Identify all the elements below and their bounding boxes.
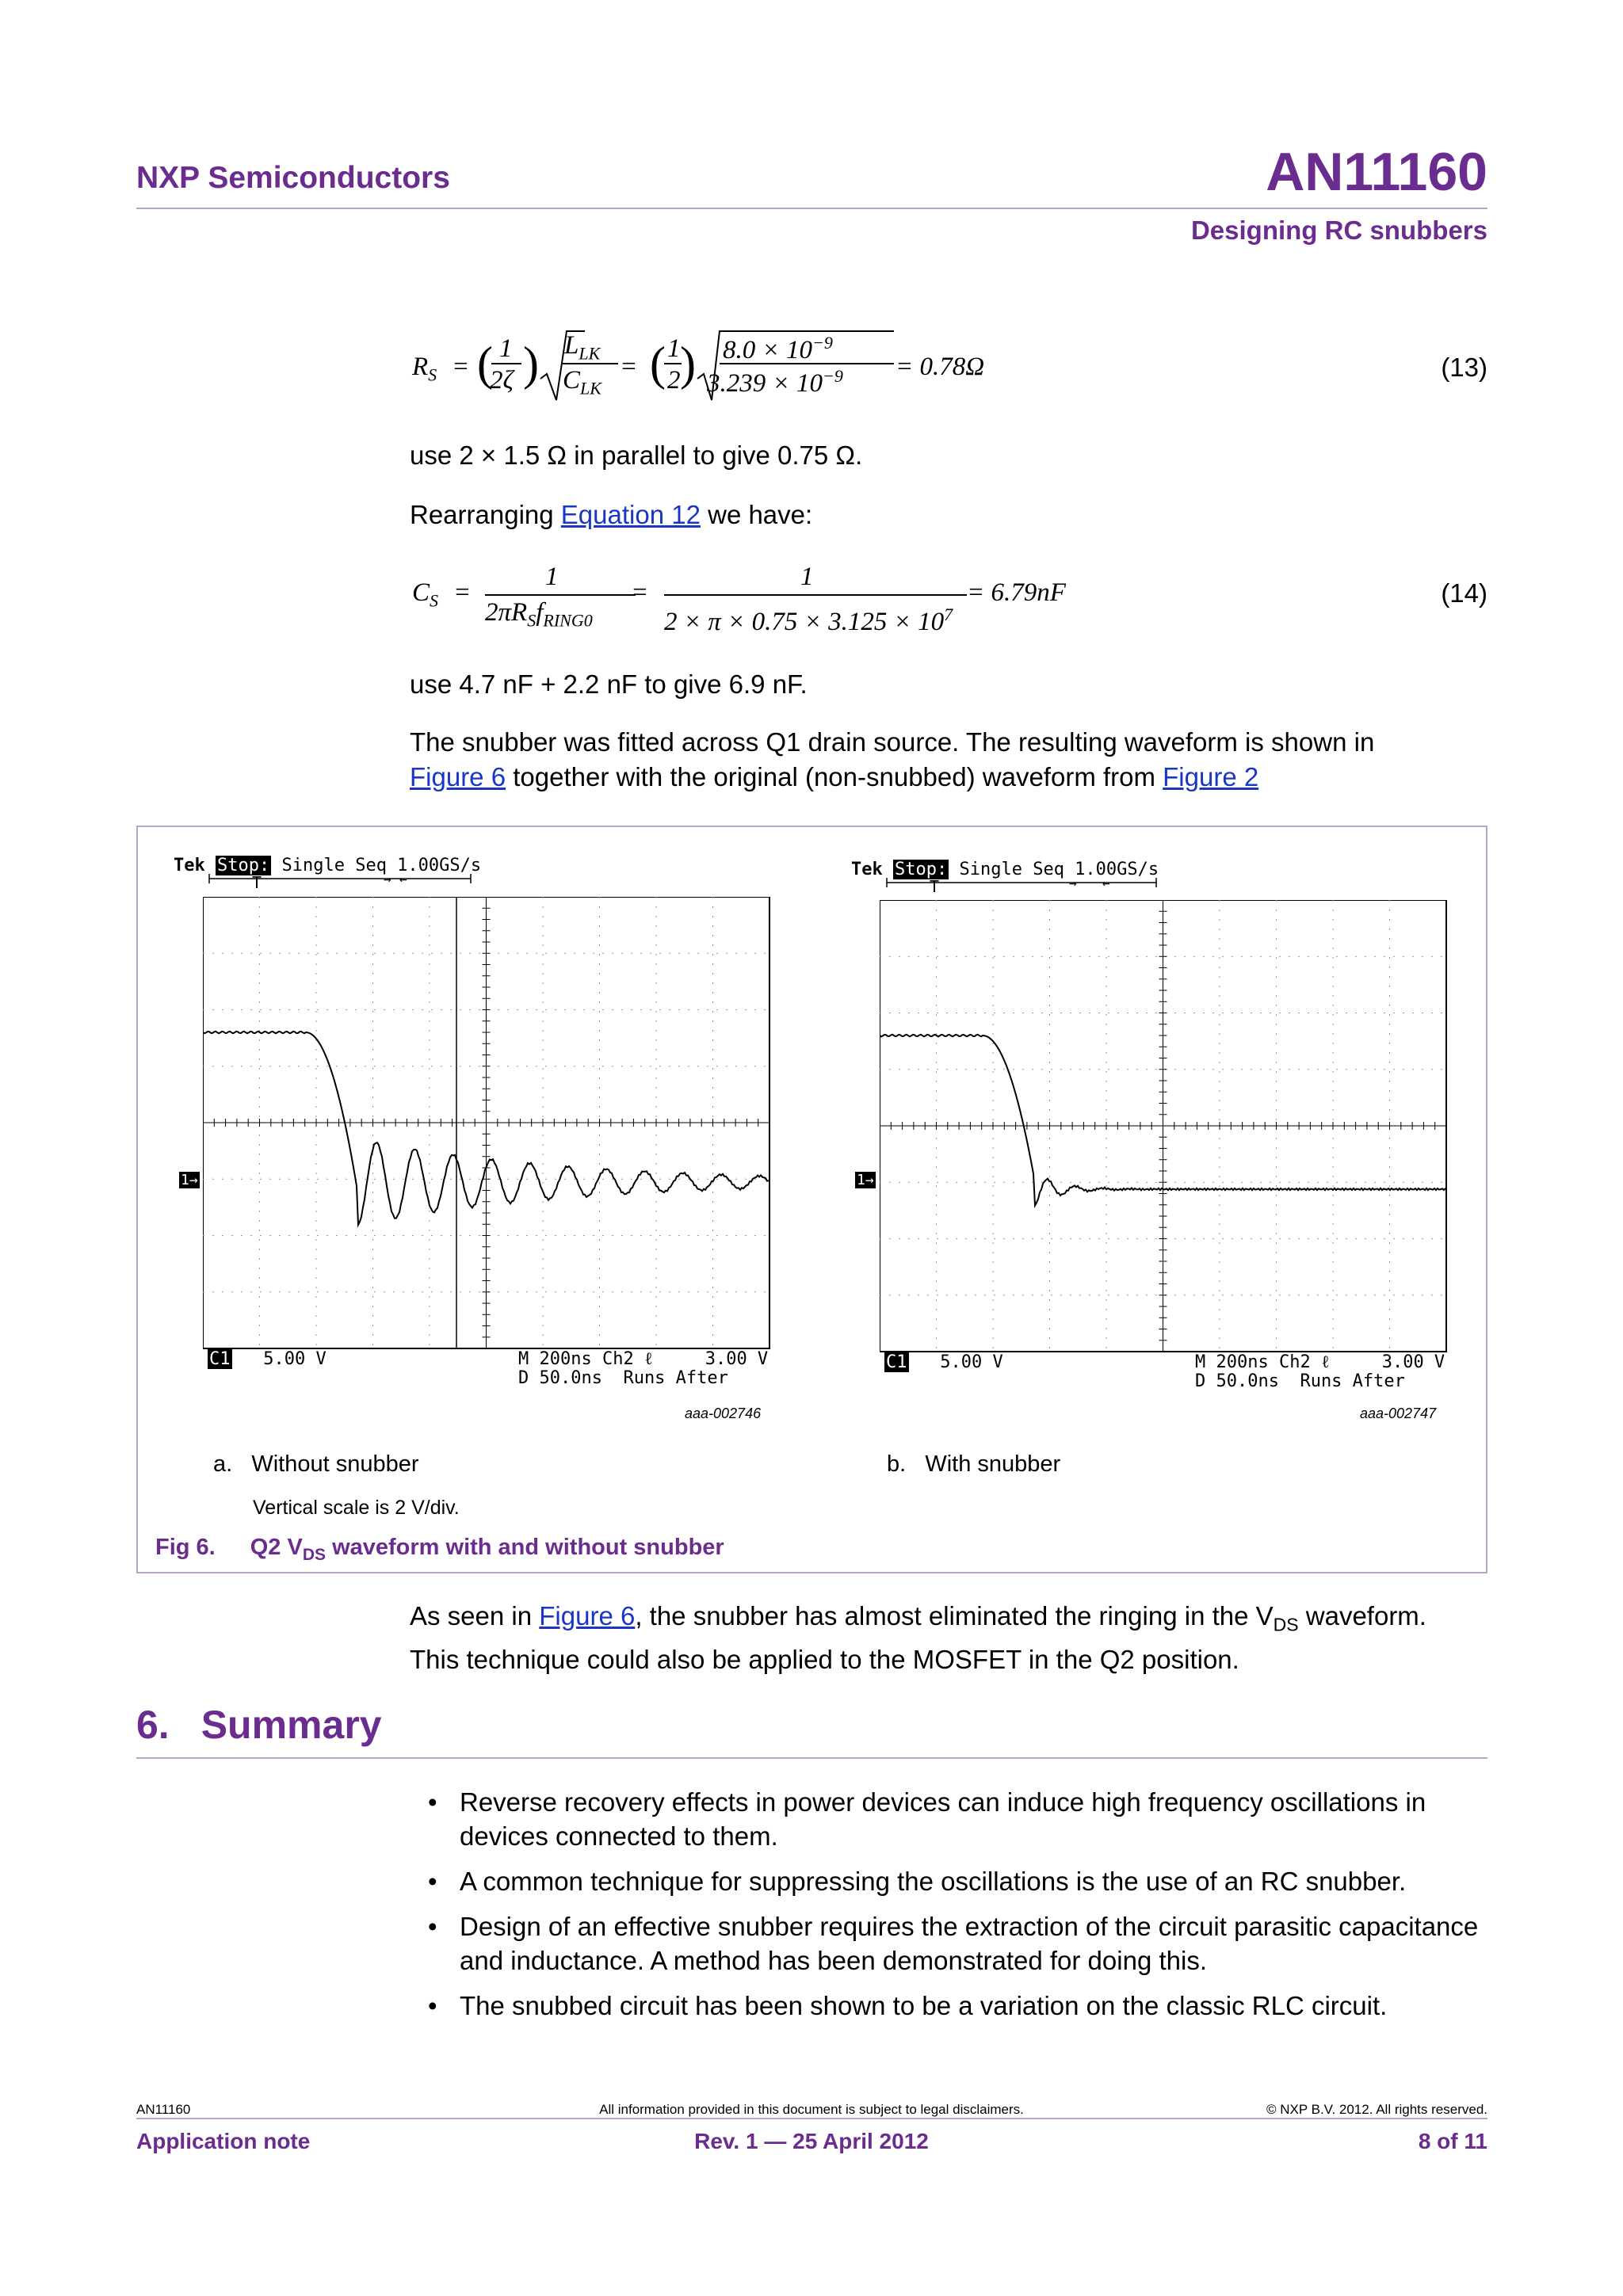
svg-text:←: ← (1102, 875, 1110, 891)
footer-copyright: © NXP B.V. 2012. All rights reserved. (1266, 2102, 1487, 2117)
scope-b-title: Tek Stop: Single Seq 1.00GS/s (851, 860, 1159, 879)
header-company: NXP Semiconductors (136, 161, 450, 195)
scope-a-screen (203, 897, 773, 1388)
header-subtitle: Designing RC snubbers (1190, 215, 1487, 245)
scope-b-channel-marker: 1→ (857, 1172, 874, 1188)
scope-a-channel-marker: 1→ (181, 1172, 198, 1188)
svg-text:←: ← (399, 871, 407, 887)
header-doc-id: AN11160 (1266, 142, 1487, 202)
svg-text:→: → (384, 871, 391, 887)
equation-14: $C_S$ = 1 $2\pi R_Sf_{RING0}$ = 1 $2 \times \pi \times 0.75 \times 3.125 \times 10^7$ = 6.79nF (412, 563, 1066, 636)
scope-a-code: aaa-002746 (685, 1405, 762, 1421)
paragraph-capacitor-choice: use 4.7 nF + 2.2 nF to give 6.9 nF. (410, 669, 808, 699)
list-item: • A common technique for suppressing the oscillations is the use of an RC snubber. (428, 1867, 1407, 1896)
svg-text:T: T (930, 877, 940, 896)
header-rule (136, 208, 1487, 209)
footer-doc-id: AN11160 (136, 2102, 191, 2117)
scope-a-readout: C1 5.00 V (209, 1349, 327, 1369)
scope-b-readout: C1 5.00 V (886, 1352, 1003, 1372)
equation-13: $R_S$ = ( 1 2ζ ) $L_{LK}$ $C_{LK}$ = ( 1 2 ) $8.0 \times 10^{-9}$ $3.239 \times 10^{-9}$ = 0.78Ω (412, 325, 1125, 412)
paragraph-snubber-fitted: The snubber was fitted across Q1 drain source. The resulting waveform is shown in Figure 6 together with the original (non-snubbed) waveform from Figure 2 (410, 727, 1375, 791)
paragraph-as-seen: As seen in Figure 6, the snubber has almost eliminated the ringing in the $V_{DS}$ waveform. This technique could also be applied to the MOSFET in the Q2 position. (410, 1601, 1426, 1674)
scope-b-readout-right: M 200ns Ch2 ℓ 3.00 V D 50.0ns Runs After (1195, 1352, 1445, 1391)
scope-a-title: Tek Stop: Single Seq 1.00GS/s (174, 856, 482, 875)
equation-13-number: (13) (1441, 353, 1487, 382)
figure-2-link[interactable]: Figure 2 (1163, 762, 1259, 791)
list-item: • Reverse recovery effects in power devices can induce high frequency oscillations in devices connected to them. (428, 1787, 1426, 1851)
equation-14-number: (14) (1441, 578, 1487, 608)
figure-6-link[interactable]: Figure 6 (410, 762, 506, 791)
scope-b-screen (880, 900, 1450, 1391)
section-heading: 6. Summary (136, 1703, 382, 1747)
paragraph-rearranging: Rearranging Equation 12 we have: (410, 500, 813, 529)
subcaption-b: b. With snubber (887, 1451, 1061, 1477)
footer-doc-type: Application note (136, 2129, 311, 2153)
figure-6-link-2[interactable]: Figure 6 (539, 1601, 636, 1630)
svg-text:T: T (252, 873, 262, 892)
equation-12-link[interactable]: Equation 12 (560, 500, 701, 529)
list-item: • The snubbed circuit has been shown to be a variation on the classic RLC circuit. (428, 1991, 1388, 2020)
figure-note: Vertical scale is 2 V/div. (253, 1497, 460, 1519)
svg-text:→: → (1069, 875, 1077, 891)
paragraph-resistor-choice: use 2 × 1.5 Ω in parallel to give 0.75 Ω. (410, 441, 863, 470)
footer-page: 8 of 11 (1418, 2129, 1487, 2153)
footer-disclaimer: All information provided in this document is subject to legal disclaimers. (599, 2102, 1024, 2117)
scope-b-code: aaa-002747 (1360, 1405, 1437, 1421)
subcaption-a: a. Without snubber (213, 1451, 419, 1477)
scope-a-readout-right: M 200ns Ch2 ℓ 3.00 V D 50.0ns Runs After (518, 1349, 769, 1388)
footer-revision: Rev. 1 — 25 April 2012 (694, 2129, 929, 2153)
list-item: • Design of an effective snubber requires the extraction of the circuit parasitic capacitance and inductance. A method has been demonstrated for doing this. (428, 1912, 1479, 1975)
figure-caption: Fig 6. Q2 $V_{DS}$ waveform with and without snubber (155, 1535, 724, 1564)
footer-rule (136, 2118, 1487, 2119)
summary-list (424, 1785, 1486, 2034)
section-rule (136, 1757, 1487, 1759)
figure-6 (136, 826, 1487, 1573)
